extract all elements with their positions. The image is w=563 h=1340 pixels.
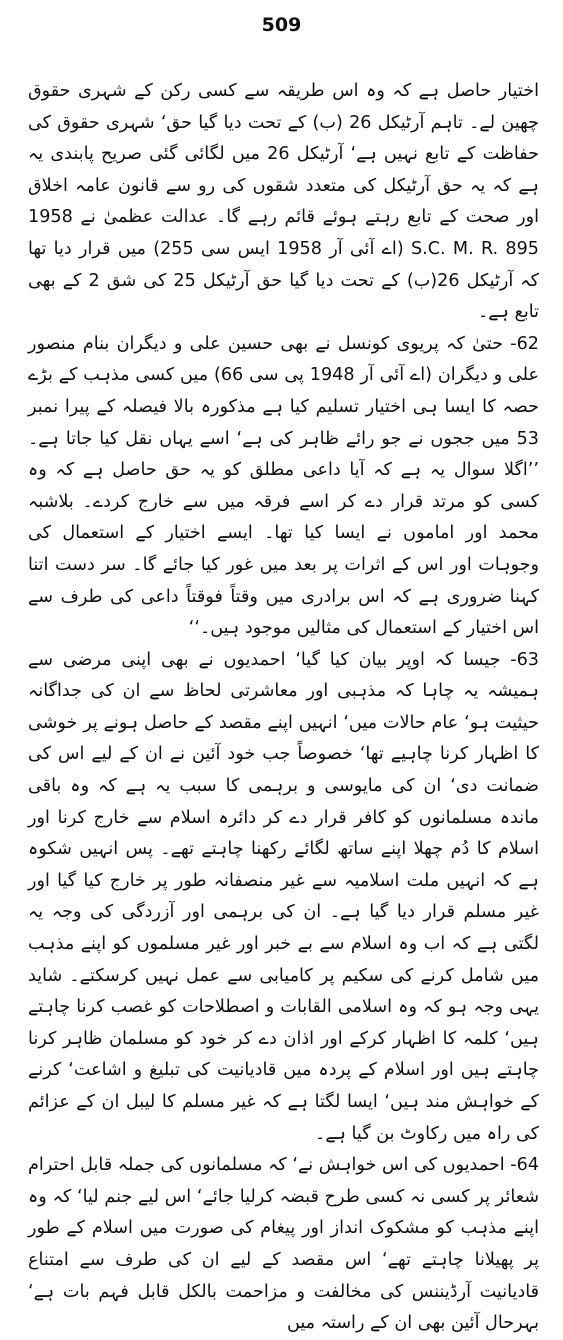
page-number: 509 — [261, 14, 302, 36]
paragraph-63: 63- جیسا کہ اوپر بیان کیا گیا‘ احمدیوں نے بھی اپنی مرضی سے ہمیشہ یہ چاہا کہ مذہبی اور معاشرتی لحاظ سے ان کی جداگانہ حیثیت ہو‘ عام حالات میں‘ انہیں اپنے مقصد کے حاصل ہونے پر خوشی کا اظہار کرنا چاہیے تھا‘ خصوصاً جب خود آئین نے ان کے لیے اس کی ضمانت دی‘ ان کی مایوسی و برہمی کا سبب یہ ہے کہ وہ باقی ماندہ مسلمانوں کو کافر قرار دے کر دائرہ اسلام سے خارج کرنا اور اسلام کا دُم چھلا اپنے ساتھ لگائے رکھنا چاہتے تھے۔ پس انہیں شکوہ ہے کہ انہیں ملت اسلامیہ سے غیر منصفانہ طور پر خارج کیا گیا اور غیر مسلم قرار دیا گیا ہے۔ ان کی برہمی اور آزردگی کی وجہ یہ لگتی ہے کہ اب وہ اسلام سے بے خبر اور غیر مسلموں کو اپنے مذہب میں شامل کرنے کی سکیم پر کامیابی سے عمل نہیں کرسکتے۔ شاید یہی وجہ ہو کہ وہ اسلامی القابات و اصطلاحات کو غصب کرنا چاہتے ہیں‘ کلمہ کا اظہار کرکے اور اذان دے کر خود کو مسلمان ظاہر کرنا چاہتے ہیں اور اسلام کے پردہ میں قادیانیت کی تبلیغ و اشاعت‘ کرنے کے خواہش مند ہیں‘ ایسا لگتا ہے کہ غیر مسلم کا لیبل ان کے عزائم کی راہ میں رکاوٹ بن گیا ہے۔ — [28, 649, 539, 1144]
paragraph-64: 64- احمدیوں کی اس خواہش نے‘ کہ مسلمانوں کی جملہ قابل احترام شعائر پر کسی نہ کسی طرح قبضہ کرلیا جائے‘ اس لیے جنم لیا‘ کہ وہ اپنے مذہب کو مشکوک انداز اور پیغام کی صورت میں اسلام کے طور پر پھیلانا چاہتے تھے‘ اس مقصد کے لیے ان کی طرف سے امتناع قادیانیت آرڈیننس کی مخالفت و مزاحمت بالکل قابل فہم بات ہے‘ بہرحال آئین بھی ان کے راستہ میں — [28, 1155, 539, 1334]
paragraph-62: 62- حتیٰ کہ پریوی کونسل نے بھی حسین علی و دیگران بنام منصور علی و دیگران (اے آئی آر 1948 پی سی 66) میں کسی مذہب کے بڑے حصہ کا ایسا ہی اختیار تسلیم کیا ہے مذکورہ بالا فیصلہ کے پیرا نمبر 53 میں ججوں نے جو رائے ظاہر کی ہے‘ اسے یہاں نقل کیا جاتا ہے۔ ’’اگلا سوال یہ ہے کہ آیا داعی مطلق کو یہ حق حاصل ہے کہ وہ کسی کو مرتد قرار دے کر اسے فرقہ میں سے خارج کردے۔ بلاشبہ محمد اور اماموں نے ایسا کیا تھا۔ ایسے اختیار کے استعمال کی وجوہات اور اس کے اثرات پر بعد میں غور کیا جائے گا۔ سر دست اتنا کہنا ضروری ہے کہ اس برادری میں وقتاً فوقتاً داعی کی طرف سے اس اختیار کے استعمال کی مثالیں موجود ہیں۔‘‘ — [28, 333, 540, 639]
paragraph-1: اختیار حاصل ہے کہ وہ اس طریقہ سے کسی رکن کے شہری حقوق چھین لے۔ تاہم آرٹیکل 26 (ب) کے تحت دیا گیا حق‘ شہری حقوق کی حفاظت کے تابع نہیں ہے‘ آرٹیکل 26 میں لگائی گئی صریح پابندی یہ ہے کہ یہ حق آرٹیکل کی متعدد شقوں کی رو سے قانون عامہ اخلاق اور صحت کے تابع رہتے ہوئے قائم رہے گا۔ عدالت عظمیٰ نے 1958 S.C. M. R. 895 (اے آئی آر 1958 ایس سی 255) میں قرار دیا تھا کہ آرٹیکل 26(ب) کے تحت دیا گیا حق آرٹیکل 25 کی شق 2 کے بھی تابع ہے۔ — [28, 81, 540, 323]
document-body — [28, 76, 539, 1340]
